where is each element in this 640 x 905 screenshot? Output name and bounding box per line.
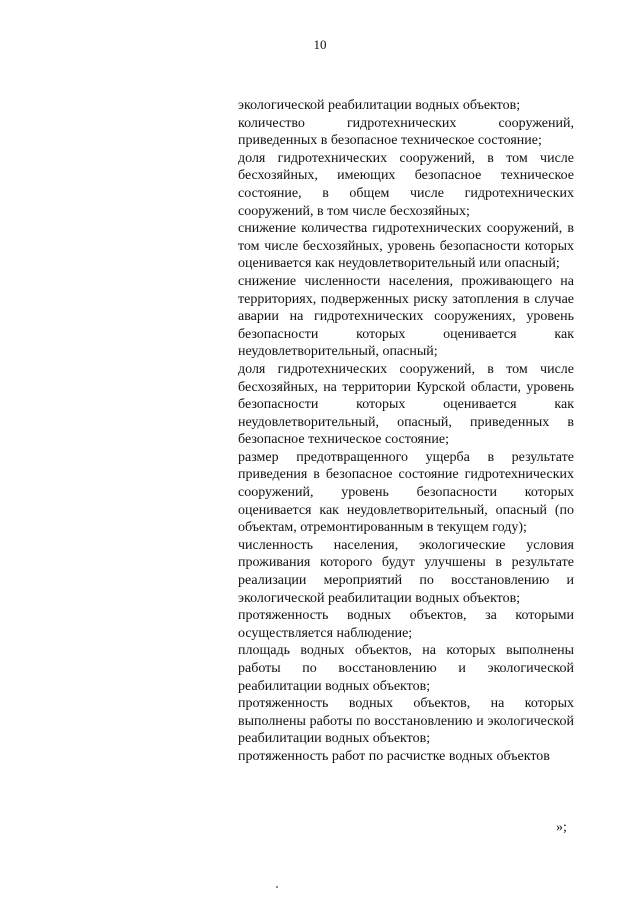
- list-item: протяженность водных объектов, за которыми осуществляется наблюдение;: [238, 608, 574, 641]
- list-item: размер предотвращенного ущерба в результате приведения в безопасное состояние гидротехнических сооружений, уровень безопасности которых оценивается как неудовлетворительный, опасный (по объектам, отремонтированным в текущем году);: [238, 449, 574, 536]
- list-item: снижение численности населения, проживающего на территориях, подверженных риску затопления в случае аварии на гидротехнических сооружениях, уровень безопасности которых оценивается как неудовлетворительный, опасный;: [238, 273, 574, 360]
- list-item: протяженность работ по расчистке водных объектов: [238, 748, 550, 764]
- list-item: снижение количества гидротехнических сооружений, в том числе бесхозяйных, уровень безопасности которых оценивается как неудовлетворительный или опасный;: [238, 221, 574, 272]
- indicator-list: [238, 97, 574, 766]
- list-item: доля гидротехнических сооружений, в том числе бесхозяйных, имеющих безопасное техническое состояние, в общем числе гидротехнических сооружений, в том числе бесхозяйных;: [238, 150, 574, 219]
- list-item: протяженность водных объектов, на которых выполнены работы по восстановлению и экологической реабилитации водных объектов;: [238, 696, 574, 747]
- list-item: экологической реабилитации водных объектов;: [238, 98, 521, 113]
- list-item: площадь водных объектов, на которых выполнены работы по восстановлению и экологической реабилитации водных объектов;: [238, 643, 574, 694]
- list-item: количество гидротехнических сооружений, приведенных в безопасное техническое состояние;: [238, 115, 574, 149]
- list-item: численность населения, экологические условия проживания которого будут улучшены в результате реализации мероприятий по восстановлению и экологической реабилитации водных объектов;: [238, 537, 574, 606]
- closing-quote-mark: »;: [556, 820, 567, 835]
- scan-artifact-dot: [276, 886, 278, 888]
- list-item: доля гидротехнических сооружений, в том числе бесхозяйных, на территории Курской области, уровень безопасности которых оценивается как неудовлетворительный, опасный, приведенных в безопасное техническое состояние;: [238, 361, 574, 448]
- page-number: 10: [313, 37, 327, 52]
